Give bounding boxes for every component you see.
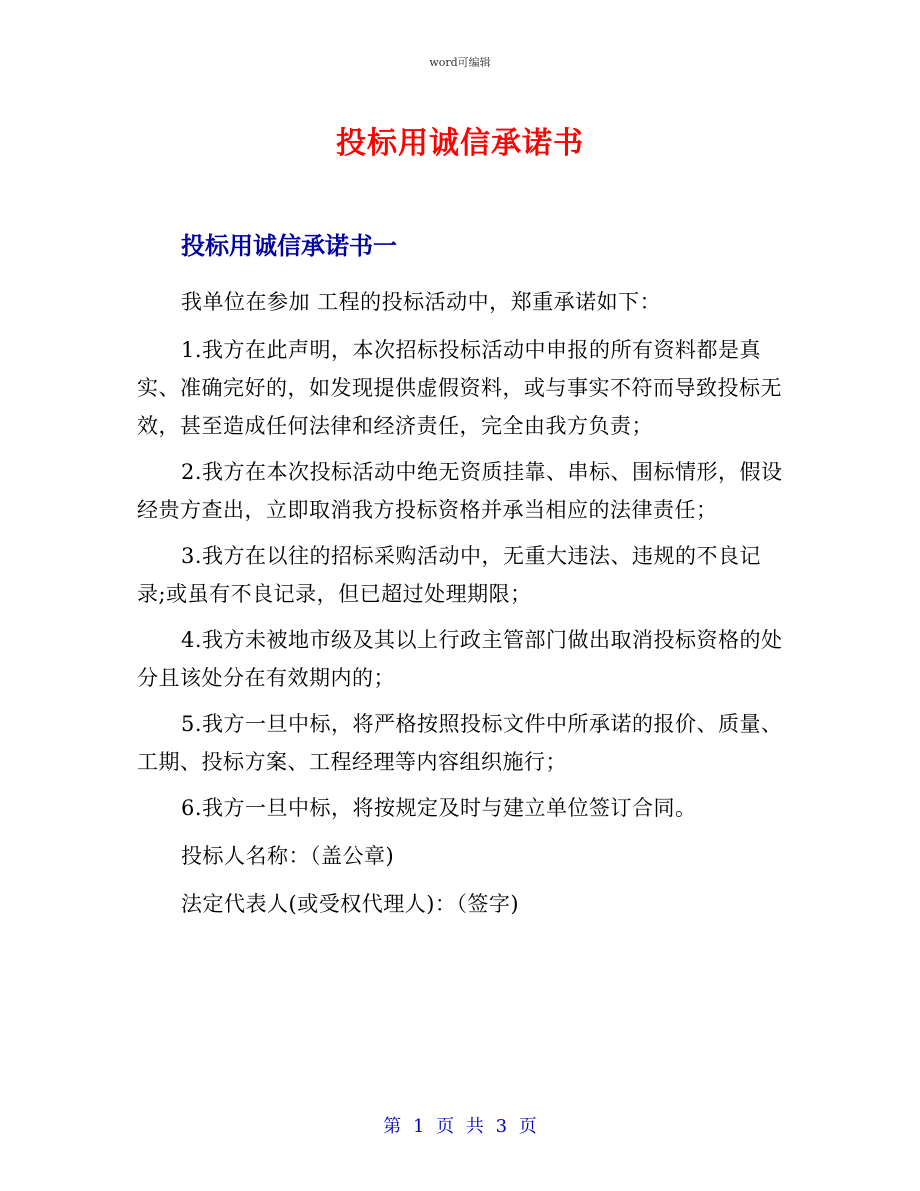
clause-6-paragraph: 6.我方一旦中标，将按规定及时与建立单位签订合同。 [181,796,697,820]
intro-paragraph: 我单位在参加 工程的投标活动中，郑重承诺如下： [181,290,662,314]
document-title: 投标用诚信承诺书 [336,126,584,161]
section-heading: 投标用诚信承诺书一 [181,232,397,260]
page-indicator: 第 1 页 共 3 页 [383,1116,537,1137]
clause-4-paragraph: 4.我方未被地市级及其以上行政主管部门做出取消投标资格的处分且该处分在有效期内的； [137,628,783,690]
clause-5-paragraph: 5.我方一旦中标，将严格按照投标文件中所承诺的报价、质量、工期、投标方案、工程经理等内容组织施行； [137,712,783,774]
clause-3-paragraph: 3.我方在以往的招标采购活动中，无重大违法、违规的不良记录;或虽有不良记录，但已超过处理期限； [137,544,762,606]
header-note: word可编辑 [429,56,491,69]
clause-1-paragraph: 1.我方在此声明，本次招标投标活动中申报的所有资料都是真实、准确完好的，如发现提供虚假资料，或与事实不符而导致投标无效，甚至造成任何法律和经济责任，完全由我方负责； [137,338,782,438]
document-body [137,283,787,933]
bidder-name-line: 投标人名称：（盖公章) [181,844,395,868]
legal-representative-line: 法定代表人(或受权代理人)：（签字) [181,892,520,916]
clause-2-paragraph: 2.我方在本次投标活动中绝无资质挂靠、串标、围标情形，假设经贵方查出，立即取消我方投标资格并承当相应的法律责任； [137,460,783,522]
